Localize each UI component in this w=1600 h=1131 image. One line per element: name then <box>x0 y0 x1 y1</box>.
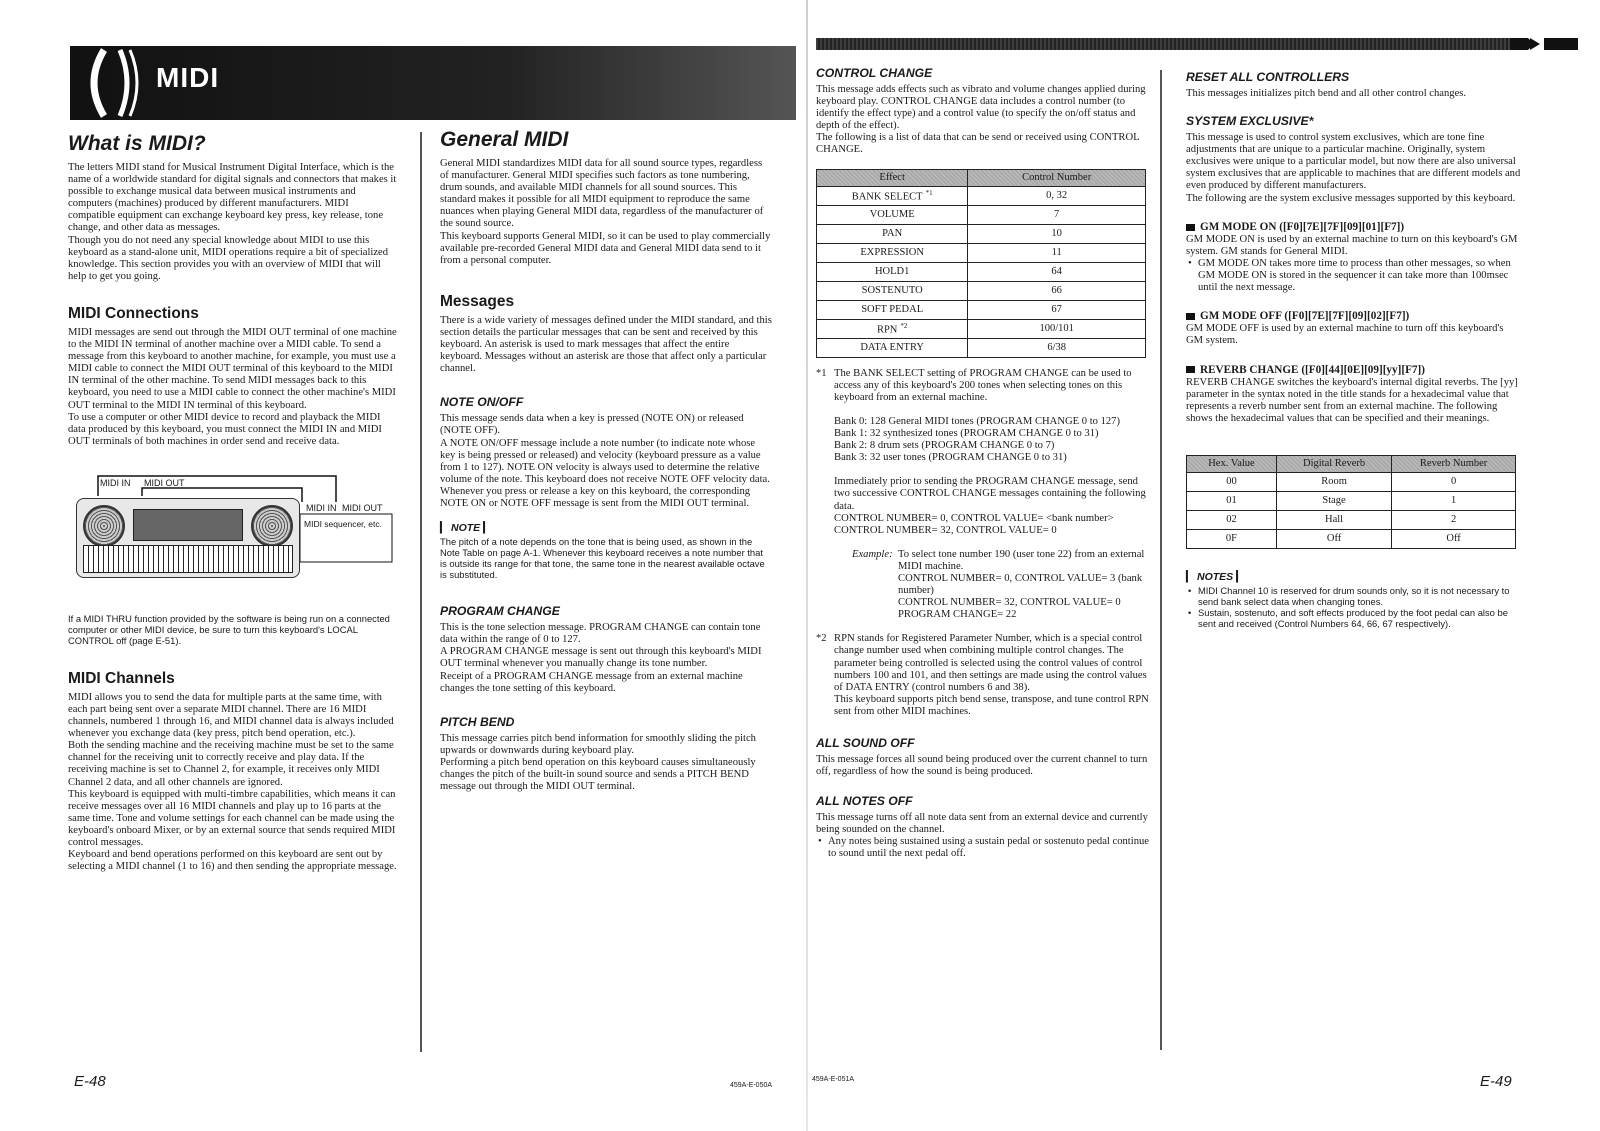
table-row <box>1187 511 1516 530</box>
footnote-1-mark: *1 <box>816 367 827 379</box>
list-item: • Any notes being sustained using a sustain pedal or sostenuto pedal continue to sound until the next pedal off. <box>828 836 1152 860</box>
all-sound-off-p1: This message forces all sound being produced over the current channel to turn off, regardless of how the sound is being produced. <box>816 754 1148 778</box>
reset-all-controllers-p1: This messages initializes pitch bend and all other control changes. <box>1186 88 1467 99</box>
control-panel-icon <box>133 509 243 541</box>
note-on-off-p1: This message sends data when a key is pressed (NOTE ON) or released (NOTE OFF). <box>440 413 744 437</box>
list-item: • MIDI Channel 10 is reserved for drum sounds only, so it is not necessary to send bank select data when changing tones. <box>1198 585 1522 607</box>
effect-name: RPN <box>876 324 898 336</box>
all-notes-off-heading: ALL NOTES OFF <box>816 794 913 809</box>
table-cell: Off <box>1392 530 1516 549</box>
effect-cell <box>817 243 968 262</box>
control-number-cell: 0, 32 <box>968 186 1146 205</box>
example-line-3: PROGRAM CHANGE= 22 <box>898 609 1017 621</box>
control-number-cell: 7 <box>968 205 1146 224</box>
gm-mode-on-label: GM MODE ON ([F0][7E][7F][09][01][F7]) <box>1200 220 1405 233</box>
midi-channels-p1: MIDI allows you to send the data for multiple parts at the same time, with each part being sent over a separate MIDI channel. There are 16 MIDI channels, numbered 1 through 16, and MIDI channel data is always included whenever you exchange data (key press, pitch bend operation, etc.). <box>68 691 394 740</box>
right-page-code: 459A-E-051A <box>812 1076 855 1083</box>
right-speaker-icon <box>251 505 293 547</box>
reverb-table <box>1186 455 1516 549</box>
messages-p1: There is a wide variety of messages defined under the MIDI standard, and this section details the particular messages that can be sent and received by this keyboard. An asterisk is used to mark messages that affect the entire keyboard. Messages without an asterisk are those that affect only a particular channel. <box>440 314 772 375</box>
table-row <box>817 224 1146 243</box>
kb-midi-in-label: MIDI IN <box>100 477 131 488</box>
gm-mode-off-label: GM MODE OFF ([F0][7E][7F][09][02][F7]) <box>1200 310 1410 323</box>
bank-list <box>816 416 1152 464</box>
system-exclusive-p1: This message is used to control system exclusives, which are tone fine adjustments that are unique to a particular machine. Originally, system exclusives were unique to a particular model, but now there are also universal system exclusives that are applicable to machines that are different models and even produced by different manufacturers. <box>1186 132 1521 192</box>
table-row <box>817 243 1146 262</box>
piano-keys-icon <box>83 545 293 573</box>
note-heading <box>440 522 772 534</box>
table-row <box>817 205 1146 224</box>
example-block <box>816 549 1152 622</box>
control-number-cell: 67 <box>968 300 1146 319</box>
seq-midi-in-label: MIDI IN <box>306 502 337 513</box>
bank-0: Bank 0: 128 General MIDI tones (PROGRAM CHANGE 0 to 127) <box>834 415 1121 427</box>
reset-all-controllers-heading: RESET ALL CONTROLLERS <box>1186 70 1350 84</box>
notes-heading <box>1186 571 1522 583</box>
what-is-midi-heading: What is MIDI? <box>68 132 206 155</box>
table-header-row <box>1187 455 1516 472</box>
list-item: • GM MODE ON takes more time to process than other messages, so when GM MODE ON is stored in the sequencer it can take more than 100msec until the next message. <box>1198 258 1522 294</box>
effect-name: VOLUME <box>869 208 915 220</box>
midi-channels-p4: Keyboard and bend operations performed on this keyboard are sent out by selecting a MIDI channel (1 to 16) and then sending the appropriate message. <box>68 849 397 873</box>
note-text: The pitch of a note depends on the tone that is being used, as shown in the Note Table on page A-1. Whenever this keyboard receives a note number that is outside its range for that tone, the same tone in the nearest available octave is substituted. <box>440 536 765 581</box>
table-row <box>817 281 1146 300</box>
prior-text: Immediately prior to sending the PROGRAM CHANGE message, send two successive CONTROL CHANGE messages containing the following data. <box>834 476 1146 512</box>
pitch-bend-heading: PITCH BEND <box>440 714 515 729</box>
table-row <box>817 319 1146 338</box>
note-bar-icon: ▎ <box>440 522 449 535</box>
list-item: • Sustain, sostenuto, and soft effects produced by the foot pedal can also be sent and received (Control Numbers 64, 66, 67 respectively). <box>1198 607 1522 629</box>
control-number-cell: 10 <box>968 224 1146 243</box>
effect-cell <box>817 262 968 281</box>
notes-list <box>1186 585 1522 629</box>
program-change-p2: A PROGRAM CHANGE message is sent out through this keyboard's MIDI OUT terminal whenever you manually change its tone number. <box>440 646 762 670</box>
reverb-change-label: REVERB CHANGE ([F0][44][0E][09][yy][F7]) <box>1200 363 1425 376</box>
effect-name: PAN <box>882 227 903 239</box>
connection-diagram <box>68 466 398 601</box>
note-on-off-heading: NOTE ON/OFF <box>440 395 524 410</box>
seq-midi-out-label: MIDI OUT <box>342 502 383 513</box>
effect-name: SOSTENUTO <box>861 284 923 296</box>
example-label: Example: <box>852 548 893 560</box>
note-bar-icon-end: ▎ <box>483 522 492 535</box>
gm-mode-off-p1: GM MODE OFF is used by an external machine to turn off this keyboard's GM system. <box>1186 323 1504 347</box>
table-cell: 0F <box>1187 530 1277 549</box>
kb-midi-out-label: MIDI OUT <box>144 477 185 488</box>
what-is-midi-p2: Though you do not need any special knowledge about MIDI to use this keyboard as a stand-alone unit, MIDI operations require a bit of specialized knowledge. This section provides you with an overview of MIDI that will help to get you going. <box>68 234 389 282</box>
effect-cell <box>817 186 968 205</box>
note-on-off-p3: Whenever you press or release a key on this keyboard, the corresponding NOTE ON or NOTE OFF message is sent from the MIDI OUT terminal. <box>440 485 751 509</box>
table-cell: 00 <box>1187 473 1277 492</box>
footnote-2-text: RPN stands for Registered Parameter Number, which is a special control change number used when combining multiple control changes. The parameter being controlled is selected using the control values of control numbers 100 and 101, and then settings are made using the control values of DATA ENTRY (control numbers 6 and 38). <box>834 633 1147 693</box>
midi-channels-p2: Both the sending machine and the receiving machine must be set to the same channel for the receiving unit to correctly receive and play data. If the receiving machine is set to Channel 2, for example, it receives only MIDI Channel 2 data, and all other channels are ignored. <box>68 740 394 788</box>
right-page <box>810 0 1600 1131</box>
left-page-code: 459A-E-050A <box>730 1082 773 1089</box>
left-speaker-icon <box>83 505 125 547</box>
effect-cell <box>817 300 968 319</box>
control-number-32: CONTROL NUMBER= 32, CONTROL VALUE= 0 <box>834 524 1057 536</box>
left-column-2 <box>440 128 772 793</box>
footnote-2 <box>816 633 1152 718</box>
square-bullet-icon <box>1186 224 1195 231</box>
control-change-table <box>816 169 1146 358</box>
midi-connections-heading: MIDI Connections <box>68 304 199 322</box>
what-is-midi-p1: The letters MIDI stand for Musical Instrument Digital Interface, which is the name of a worldwide standard for digital signals and connectors that makes it possible to exchange musical data between musical instruments and computers (machines) produced by different manufacturers. MIDI compatible equipment can exchange keyboard key press, key release, tone change, and other data as messages. <box>68 162 397 234</box>
control-change-table-body <box>817 186 1146 357</box>
gm-mode-off-heading <box>1186 310 1522 322</box>
banner-title: MIDI <box>156 62 220 93</box>
all-notes-off-list <box>816 836 1152 860</box>
table-row <box>1187 473 1516 492</box>
control-number-cell: 11 <box>968 243 1146 262</box>
table-cell: Off <box>1276 530 1391 549</box>
footnote-2-mark: *2 <box>816 633 827 645</box>
example-line-2: CONTROL NUMBER= 32, CONTROL VALUE= 0 <box>898 597 1121 609</box>
right-column-2 <box>1186 70 1522 629</box>
gm-mode-on-heading <box>1186 221 1522 233</box>
note-heading-label: NOTE <box>451 522 481 535</box>
control-number-0: CONTROL NUMBER= 0, CONTROL VALUE= <bank number> <box>834 512 1114 524</box>
bank-1: Bank 1: 32 synthesized tones (PROGRAM CHANGE 0 to 31) <box>834 428 1099 440</box>
effect-cell <box>817 338 968 357</box>
reverb-table-body <box>1187 473 1516 549</box>
midi-thru-note: If a MIDI THRU function provided by the software is being run on a connected computer or other MIDI device, be sure to turn this keyboard's LOCAL CONTROL off (page E-51). <box>68 612 390 646</box>
sequencer-box-label: MIDI sequencer, etc. <box>304 518 382 529</box>
gm-mode-on-list <box>1186 258 1522 294</box>
midi-banner <box>70 46 796 120</box>
square-bullet-icon <box>1186 366 1195 373</box>
general-midi-p2: This keyboard supports General MIDI, so it can be used to play commercially available pre-recorded General MIDI data and General MIDI data send to it from a personal computer. <box>440 230 771 266</box>
table-cell: Room <box>1276 473 1391 492</box>
left-page-number: E-48 <box>74 1073 106 1090</box>
table-header-cell: Digital Reverb <box>1276 455 1391 472</box>
table-cell: 02 <box>1187 511 1277 530</box>
reverb-change-heading <box>1186 364 1522 376</box>
bank-3: Bank 3: 32 user tones (PROGRAM CHANGE 0 to 31) <box>834 452 1067 464</box>
note-bar-icon-end: ▎ <box>1236 571 1245 584</box>
midi-channels-heading: MIDI Channels <box>68 669 175 687</box>
top-band <box>816 38 1516 50</box>
messages-heading: Messages <box>440 292 515 310</box>
left-column-rule <box>420 132 422 1052</box>
notes-heading-label: NOTES <box>1197 571 1234 584</box>
table-cell: Hall <box>1276 511 1391 530</box>
footnote-2-text2: This keyboard supports pitch bend sense, transpose, and tune control RPN sent from other MIDI machines. <box>834 693 1149 717</box>
footnote-1-text: The BANK SELECT setting of PROGRAM CHANGE can be used to access any of this keyboard's 200 tones when selecting tones on this keyboard from an external machine. <box>834 367 1132 403</box>
table-row <box>817 338 1146 357</box>
effect-name: BANK SELECT <box>851 191 923 203</box>
note-on-off-p2: A NOTE ON/OFF message include a note number (to indicate note whose key is being pressed or released) and velocity (keyboard pressure as a value from 1 to 127). NOTE ON velocity is always used to determine the relative volume of the note. This keyboard does not receive NOTE OFF velocity data. <box>440 437 770 485</box>
midi-connections-p1: MIDI messages are send out through the MIDI OUT terminal of one machine to the MIDI IN terminal of another machine over a MIDI cable. To send a message from this keyboard to another machine, for example, you must use a MIDI cable to connect the MIDI OUT terminal of this keyboard to the MIDI IN terminal of the other machine. To send MIDI messages back to this keyboard, you need to use a MIDI cable to connect the other machine's MIDI OUT terminal to the MIDI IN terminal of this keyboard. <box>68 326 397 411</box>
midi-channels-p3: This keyboard is equipped with multi-timbre capabilities, which means it can receive messages over all 16 MIDI channels and play up to 16 parts at the same time. Tone and volume settings for each channel can be made using the keyboard's onboard Mixer, or by an external source that sends required MIDI control messages. <box>68 788 396 848</box>
effect-name: HOLD1 <box>874 265 910 277</box>
table-row <box>817 300 1146 319</box>
gm-mode-on-p1: GM MODE ON is used by an external machine to turn on this keyboard's GM system. GM stands for General MIDI. <box>1186 233 1518 257</box>
table-header-row <box>817 169 1146 186</box>
control-number-cell: 6/38 <box>968 338 1146 357</box>
control-change-p2: The following is a list of data that can be send or received using CONTROL CHANGE. <box>816 132 1140 156</box>
bank-2: Bank 2: 8 drum sets (PROGRAM CHANGE 0 to 7) <box>834 440 1055 452</box>
table-row <box>1187 492 1516 511</box>
banner-bracket-icon <box>76 46 146 120</box>
effect-name: DATA ENTRY <box>860 341 924 353</box>
general-midi-heading: General MIDI <box>440 128 569 151</box>
example-line-1: CONTROL NUMBER= 0, CONTROL VALUE= 3 (bank number) <box>898 572 1143 597</box>
table-cell: 2 <box>1392 511 1516 530</box>
program-change-p1: This is the tone selection message. PROGRAM CHANGE can contain tone data within the range of 0 to 127. <box>440 622 761 646</box>
midi-connections-p2: To use a computer or other MIDI device to record and playback the MIDI data produced by this keyboard, you must connect the MIDI IN and MIDI OUT terminals of both machines in order send and receive data. <box>68 411 382 447</box>
square-bullet-icon <box>1186 313 1195 320</box>
effect-name: EXPRESSION <box>860 246 924 258</box>
left-column-1 <box>68 132 398 873</box>
effect-cell <box>817 224 968 243</box>
table-cell: 01 <box>1187 492 1277 511</box>
right-column-rule <box>1160 70 1162 1050</box>
table-row <box>817 262 1146 281</box>
example-text: To select tone number 190 (user tone 22) from an external MIDI machine. <box>898 548 1145 572</box>
effect-name: SOFT PEDAL <box>861 303 924 315</box>
table-row <box>1187 530 1516 549</box>
note-bar-icon: ▎ <box>1186 571 1195 584</box>
system-exclusive-p2: The following are the system exclusive messages supported by this keyboard. <box>1186 192 1516 204</box>
footnote-1 <box>816 368 1152 404</box>
general-midi-p1: General MIDI standardizes MIDI data for all sound source types, regardless of manufacturer. General MIDI specifies such factors as tone numbering, drum sounds, and available MIDI channels for all sound sources. This standard makes it possible for all MIDI equipment to reproduce the same nuances when playing General MIDI data, regardless of the manufacturer of the sound source. <box>440 158 764 230</box>
keyboard-illustration <box>76 498 300 578</box>
table-row <box>817 186 1146 205</box>
effect-cell <box>817 281 968 300</box>
table-cell: Stage <box>1276 492 1391 511</box>
table-header-cell: Reverb Number <box>1392 455 1516 472</box>
pitch-bend-p2: Performing a pitch bend operation on this keyboard causes simultaneously changes the pitch of the built-in sound source and sends a PITCH BEND message out through the MIDI OUT terminal. <box>440 756 756 793</box>
right-page-number: E-49 <box>1480 1073 1512 1090</box>
footnote-mark: *2 <box>900 322 908 331</box>
table-cell: 0 <box>1392 473 1516 492</box>
program-change-p3: Receipt of a PROGRAM CHANGE message from an external machine changes the tone setting of this keyboard. <box>440 670 743 694</box>
control-number-cell: 66 <box>968 281 1146 300</box>
footnote-mark: *1 <box>925 189 933 198</box>
control-number-cell: 100/101 <box>968 319 1146 338</box>
prior-block <box>816 476 1152 536</box>
table-header-cell: Control Number <box>968 169 1146 186</box>
table-cell: 1 <box>1392 492 1516 511</box>
pitch-bend-p1: This message carries pitch bend information for smoothly sliding the pitch upwards or downwards during keyboard play. <box>440 732 756 756</box>
all-notes-off-p1: This message turns off all note data sent from an external device and currently being sounded on the channel. <box>816 812 1148 836</box>
control-change-p1: This message adds effects such as vibrato and volume changes applied during keyboard play. CONTROL CHANGE data includes a control number (to identify the effect type) and a control value (to specify the on/off status and depth of the effect). <box>816 84 1146 132</box>
program-change-heading: PROGRAM CHANGE <box>440 604 560 619</box>
effect-cell <box>817 205 968 224</box>
system-exclusive-heading: SYSTEM EXCLUSIVE* <box>1186 114 1314 129</box>
control-number-cell: 64 <box>968 262 1146 281</box>
table-header-cell: Hex. Value <box>1187 455 1277 472</box>
table-header-cell: Effect <box>817 169 968 186</box>
all-sound-off-heading: ALL SOUND OFF <box>816 736 915 750</box>
control-change-heading: CONTROL CHANGE <box>816 66 933 80</box>
effect-cell <box>817 319 968 338</box>
band-arrow-icon <box>1510 36 1580 52</box>
right-column-1 <box>816 66 1152 861</box>
reverb-change-p1: REVERB CHANGE switches the keyboard's internal digital reverbs. The [yy] parameter in the syntax noted in the title stands for a hexadecimal value that represents a reverb number sent from an external machine. The following shows the hexadecimal values that can be specified and their meanings. <box>1186 376 1518 424</box>
